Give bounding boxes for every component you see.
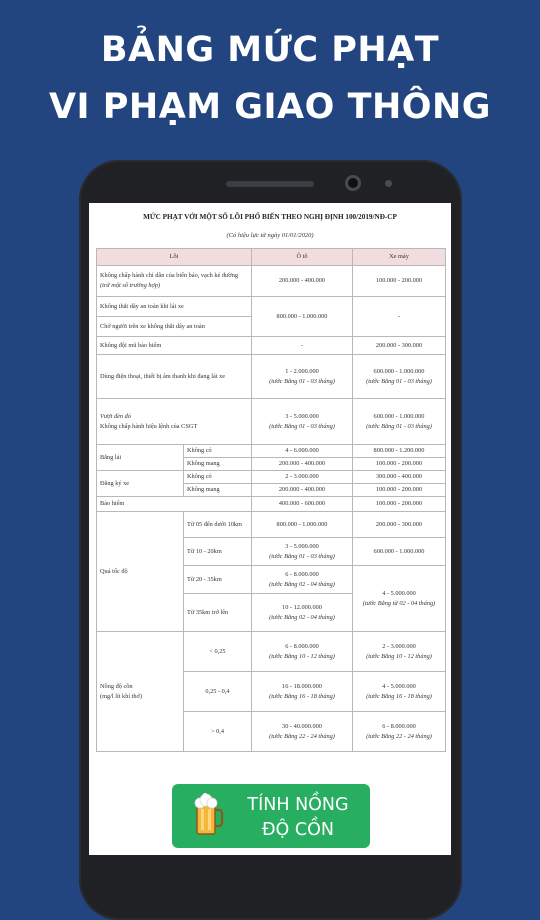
moto-fine-note: (tước Bằng từ 02 - 04 tháng) — [362, 599, 436, 607]
sub-condition: > 0,4 — [184, 712, 252, 752]
beer-mug-icon — [194, 792, 224, 838]
car-fine: 200.000 - 400.000 — [252, 484, 353, 497]
document-title: MỨC PHẠT VỚI MỘT SỐ LỖI PHỔ BIẾN THEO NGHỊ ĐỊNH 100/2019/NĐ-CP — [143, 213, 397, 221]
sub-condition: Từ 20 - 35km — [184, 566, 252, 594]
car-fine: 10 - 12.000.000 — [282, 603, 322, 611]
car-fine-note: (tước Bằng 22 - 24 tháng) — [269, 732, 335, 740]
sub-condition: Từ 10 - 20km — [184, 538, 252, 566]
button-label-line-1: TÍNH NỒNG — [247, 795, 349, 815]
car-fine-note: (tước Bằng 16 - 18 tháng) — [269, 692, 335, 700]
moto-fine: 2 - 3.000.000 — [382, 642, 416, 650]
moto-fine: 4 - 5.000.000 — [382, 589, 416, 597]
car-fine-note: (tước Bằng 02 - 04 tháng) — [269, 580, 335, 588]
document-subtitle: (Có hiệu lực từ ngày 01/01/2020) — [226, 232, 314, 239]
violation-label: Nồng độ cồn — [100, 682, 133, 690]
car-fine-cell — [252, 355, 353, 399]
header-car: Ô tô — [252, 249, 353, 266]
car-fine: 2 - 3.000.000 — [252, 471, 353, 484]
car-fine-cell — [252, 594, 353, 632]
violation-label: Dùng điện thoại, thiết bị âm thanh khi đang lái xe — [97, 355, 252, 399]
car-fine-note: (tước Bằng 01 - 03 tháng) — [269, 422, 335, 430]
violation-label: Không thắt dây an toàn khi lái xe — [97, 297, 252, 317]
headline-line-2: VI PHẠM GIAO THÔNG — [48, 87, 492, 127]
car-fine-cell — [252, 566, 353, 594]
table-row — [97, 355, 446, 399]
header-violation: Lỗi — [97, 249, 252, 266]
car-fine: 200.000 - 400.000 — [252, 458, 353, 471]
table-row — [97, 471, 446, 484]
car-fine-cell — [252, 712, 353, 752]
calculate-alcohol-button[interactable] — [172, 784, 370, 848]
car-fine-note: (tước Bằng 01 - 03 tháng) — [269, 377, 335, 385]
table-row — [97, 297, 446, 317]
moto-fine: 800.000 - 1.200.000 — [353, 445, 446, 458]
moto-fine: 600.000 - 1.000.000 — [373, 412, 425, 420]
car-fine: 400.000 - 600.000 — [252, 497, 353, 512]
violation-note: (trừ một số trường hợp) — [100, 282, 161, 289]
moto-fine: 4 - 5.000.000 — [382, 682, 416, 690]
moto-fine: 100.000 - 200.000 — [353, 497, 446, 512]
moto-fine-note: (tước Bằng 22 - 24 tháng) — [366, 732, 432, 740]
violation-cell — [97, 632, 184, 752]
car-fine-note: (tước Bằng 10 - 12 tháng) — [269, 652, 335, 660]
table-row — [97, 445, 446, 458]
moto-fine: 200.000 - 300.000 — [353, 337, 446, 355]
car-fine: 200.000 - 400.000 — [252, 266, 353, 297]
moto-fine-note: (tước Bằng 16 - 18 tháng) — [366, 692, 432, 700]
car-fine: 3 - 5.000.000 — [285, 412, 319, 420]
violation-label: Bằng lái — [97, 445, 184, 471]
violation-label: Không đội mũ bảo hiểm — [97, 337, 252, 355]
sub-condition: Không mang — [184, 484, 252, 497]
moto-fine-cell — [353, 712, 446, 752]
moto-fine: 100.000 - 200.000 — [353, 266, 446, 297]
car-fine: 4 - 6.000.000 — [252, 445, 353, 458]
sensor-dot — [385, 180, 392, 187]
button-label — [228, 793, 368, 843]
moto-fine-cell — [353, 355, 446, 399]
sub-condition: Từ 35km trở lên — [184, 594, 252, 632]
moto-fine-note: (tước Bằng 10 - 12 tháng) — [366, 652, 432, 660]
fines-table — [96, 248, 446, 752]
car-fine: 30 - 40.000.000 — [282, 722, 322, 730]
violation-label: Không chấp hành hiệu lệnh của CSGT — [100, 422, 198, 430]
moto-fine-note: (tước Bằng 01 - 03 tháng) — [366, 422, 432, 430]
sub-condition: Không có — [184, 471, 252, 484]
sub-condition: Không có — [184, 445, 252, 458]
car-fine-cell — [252, 399, 353, 445]
sub-condition: 0,25 - 0,4 — [184, 672, 252, 712]
table-row — [97, 266, 446, 297]
violation-label: Vượt đèn đỏ — [100, 412, 131, 420]
moto-fine-cell — [353, 632, 446, 672]
car-fine: 6 - 8.000.000 — [285, 570, 319, 578]
headline — [0, 22, 540, 136]
car-fine: 800.000 - 1.000.000 — [252, 297, 353, 337]
car-fine-cell — [252, 672, 353, 712]
violation-label: Bảo hiểm — [97, 497, 252, 512]
table-row — [97, 497, 446, 512]
car-fine: 16 - 18.000.000 — [282, 682, 322, 690]
car-fine: 3 - 5.000.000 — [285, 542, 319, 550]
table-row — [97, 337, 446, 355]
headline-line-1: BẢNG MỨC PHẠT — [100, 30, 440, 70]
car-fine-cell — [252, 632, 353, 672]
moto-fine: 100.000 - 200.000 — [353, 458, 446, 471]
violation-note: (mg/l lít khí thở) — [100, 692, 142, 700]
moto-fine: - — [353, 297, 446, 337]
front-camera-icon — [345, 175, 361, 191]
moto-fine-note: (tước Bằng 01 - 03 tháng) — [366, 377, 432, 385]
moto-fine: 100.000 - 200.000 — [353, 484, 446, 497]
moto-fine: 6 - 8.000.000 — [382, 722, 416, 730]
moto-fine-cell — [353, 566, 446, 632]
sub-condition: < 0,25 — [184, 632, 252, 672]
sub-condition: Từ 05 đến dưới 10km — [184, 512, 252, 538]
moto-fine-cell — [353, 672, 446, 712]
table-row — [97, 399, 446, 445]
car-fine: 1 - 2.000.000 — [285, 367, 319, 375]
violation-label: Quá tốc độ — [97, 512, 184, 632]
table-row — [97, 512, 446, 538]
violation-cell — [97, 266, 252, 297]
car-fine: 800.000 - 1.000.000 — [252, 512, 353, 538]
car-fine: - — [252, 337, 353, 355]
violation-label: Đăng ký xe — [97, 471, 184, 497]
moto-fine: 300.000 - 400.000 — [353, 471, 446, 484]
car-fine-note: (tước Bằng 02 - 04 tháng) — [269, 613, 335, 621]
car-fine-note: (tước Bằng 01 - 03 tháng) — [269, 552, 335, 560]
speaker-grille — [226, 181, 314, 187]
violation-label: Chở người trên xe không thắt dây an toàn — [97, 317, 252, 337]
header-motorbike: Xe máy — [353, 249, 446, 266]
sub-condition: Không mang — [184, 458, 252, 471]
table-header-row — [97, 249, 446, 266]
violation-cell — [97, 399, 252, 445]
moto-fine-cell — [353, 399, 446, 445]
car-fine: 6 - 8.000.000 — [285, 642, 319, 650]
moto-fine: 200.000 - 300.000 — [353, 512, 446, 538]
moto-fine: 600.000 - 1.000.000 — [373, 367, 425, 375]
car-fine-cell — [252, 538, 353, 566]
phone-screen — [89, 203, 451, 855]
moto-fine: 600.000 - 1.000.000 — [353, 538, 446, 566]
table-row — [97, 632, 446, 672]
violation-label: Không chấp hành chỉ dẫn của biển báo, vạch kẻ đường — [100, 272, 239, 280]
button-label-line-2: ĐỘ CỒN — [262, 820, 334, 840]
